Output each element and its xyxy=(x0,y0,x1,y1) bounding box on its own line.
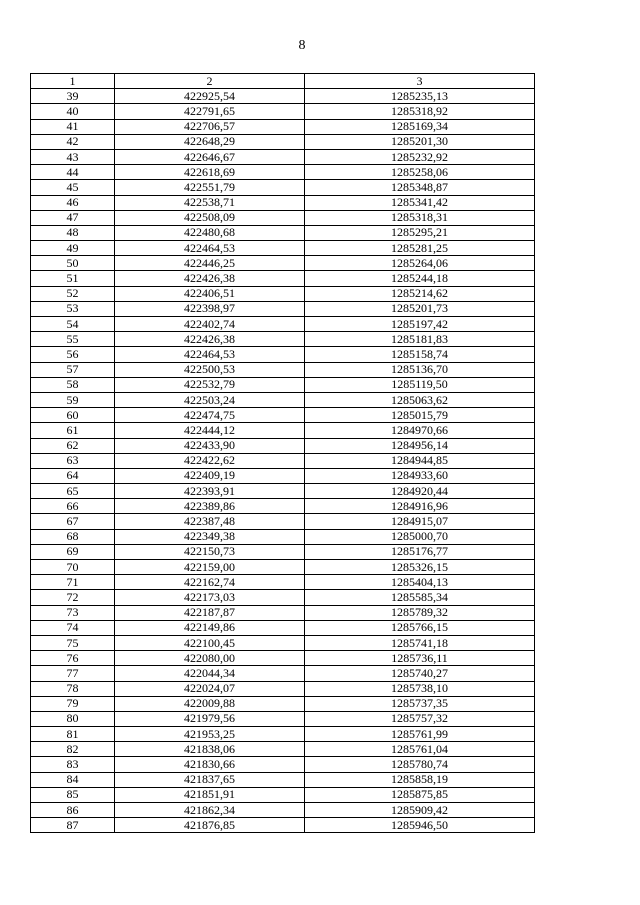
cell-y-coordinate: 1285789,32 xyxy=(305,605,535,620)
table-row xyxy=(31,590,535,605)
cell-x-coordinate: 422389,86 xyxy=(115,499,305,514)
cell-x-coordinate: 422464,53 xyxy=(115,241,305,256)
cell-point-number: 61 xyxy=(31,423,115,438)
cell-point-number: 73 xyxy=(31,605,115,620)
coordinates-table xyxy=(30,73,535,833)
cell-point-number: 56 xyxy=(31,347,115,362)
table-row xyxy=(31,134,535,149)
table-row xyxy=(31,818,535,833)
table-row xyxy=(31,362,535,377)
cell-y-coordinate: 1285181,83 xyxy=(305,332,535,347)
cell-x-coordinate: 422648,29 xyxy=(115,134,305,149)
cell-point-number: 78 xyxy=(31,681,115,696)
cell-y-coordinate: 1284916,96 xyxy=(305,499,535,514)
cell-x-coordinate: 422080,00 xyxy=(115,651,305,666)
cell-x-coordinate: 421838,06 xyxy=(115,742,305,757)
header-point-number: 1 xyxy=(31,74,115,89)
cell-point-number: 67 xyxy=(31,514,115,529)
cell-y-coordinate: 1285766,15 xyxy=(305,620,535,635)
cell-x-coordinate: 422162,74 xyxy=(115,575,305,590)
cell-point-number: 57 xyxy=(31,362,115,377)
cell-point-number: 41 xyxy=(31,119,115,134)
cell-x-coordinate: 422433,90 xyxy=(115,438,305,453)
cell-point-number: 68 xyxy=(31,529,115,544)
table-row xyxy=(31,377,535,392)
cell-point-number: 48 xyxy=(31,225,115,240)
cell-x-coordinate: 421851,91 xyxy=(115,787,305,802)
table-row xyxy=(31,210,535,225)
table-row xyxy=(31,787,535,802)
cell-x-coordinate: 422187,87 xyxy=(115,605,305,620)
cell-x-coordinate: 422618,69 xyxy=(115,165,305,180)
cell-x-coordinate: 422024,07 xyxy=(115,681,305,696)
cell-x-coordinate: 421876,85 xyxy=(115,818,305,833)
cell-x-coordinate: 422791,65 xyxy=(115,104,305,119)
cell-y-coordinate: 1285780,74 xyxy=(305,757,535,772)
cell-x-coordinate: 422149,86 xyxy=(115,620,305,635)
cell-point-number: 45 xyxy=(31,180,115,195)
table-row xyxy=(31,392,535,407)
cell-y-coordinate: 1285736,11 xyxy=(305,651,535,666)
table-row xyxy=(31,165,535,180)
cell-y-coordinate: 1285295,21 xyxy=(305,225,535,240)
cell-x-coordinate: 422646,67 xyxy=(115,149,305,164)
cell-point-number: 60 xyxy=(31,408,115,423)
header-y-coordinate: 3 xyxy=(305,74,535,89)
cell-x-coordinate: 422349,38 xyxy=(115,529,305,544)
cell-x-coordinate: 422500,53 xyxy=(115,362,305,377)
cell-point-number: 75 xyxy=(31,635,115,650)
cell-x-coordinate: 421830,66 xyxy=(115,757,305,772)
cell-y-coordinate: 1285404,13 xyxy=(305,575,535,590)
cell-x-coordinate: 421953,25 xyxy=(115,727,305,742)
cell-y-coordinate: 1285063,62 xyxy=(305,392,535,407)
table-row xyxy=(31,499,535,514)
cell-point-number: 80 xyxy=(31,711,115,726)
table-row xyxy=(31,529,535,544)
table-row xyxy=(31,317,535,332)
table-row xyxy=(31,301,535,316)
cell-y-coordinate: 1285176,77 xyxy=(305,544,535,559)
cell-point-number: 42 xyxy=(31,134,115,149)
cell-x-coordinate: 422426,38 xyxy=(115,271,305,286)
table-row xyxy=(31,225,535,240)
cell-y-coordinate: 1285000,70 xyxy=(305,529,535,544)
table-row xyxy=(31,727,535,742)
table-row xyxy=(31,104,535,119)
cell-point-number: 82 xyxy=(31,742,115,757)
cell-y-coordinate: 1285136,70 xyxy=(305,362,535,377)
cell-y-coordinate: 1285318,92 xyxy=(305,104,535,119)
cell-x-coordinate: 422538,71 xyxy=(115,195,305,210)
page-number: 8 xyxy=(298,38,306,53)
cell-point-number: 63 xyxy=(31,453,115,468)
cell-y-coordinate: 1285015,79 xyxy=(305,408,535,423)
table-row xyxy=(31,696,535,711)
cell-point-number: 50 xyxy=(31,256,115,271)
cell-point-number: 39 xyxy=(31,89,115,104)
cell-y-coordinate: 1285946,50 xyxy=(305,818,535,833)
cell-point-number: 58 xyxy=(31,377,115,392)
cell-point-number: 54 xyxy=(31,317,115,332)
cell-y-coordinate: 1285158,74 xyxy=(305,347,535,362)
cell-y-coordinate: 1285258,06 xyxy=(305,165,535,180)
cell-point-number: 43 xyxy=(31,149,115,164)
cell-x-coordinate: 422387,48 xyxy=(115,514,305,529)
cell-y-coordinate: 1285909,42 xyxy=(305,803,535,818)
table-row xyxy=(31,347,535,362)
cell-point-number: 76 xyxy=(31,651,115,666)
cell-point-number: 66 xyxy=(31,499,115,514)
cell-point-number: 52 xyxy=(31,286,115,301)
cell-x-coordinate: 422503,24 xyxy=(115,392,305,407)
table-body xyxy=(31,89,535,833)
cell-y-coordinate: 1285201,30 xyxy=(305,134,535,149)
cell-y-coordinate: 1285235,13 xyxy=(305,89,535,104)
cell-y-coordinate: 1285119,50 xyxy=(305,377,535,392)
cell-x-coordinate: 422706,57 xyxy=(115,119,305,134)
cell-x-coordinate: 422464,53 xyxy=(115,347,305,362)
cell-x-coordinate: 422925,54 xyxy=(115,89,305,104)
table-row xyxy=(31,423,535,438)
table-row xyxy=(31,180,535,195)
cell-point-number: 40 xyxy=(31,104,115,119)
table-row xyxy=(31,332,535,347)
cell-point-number: 84 xyxy=(31,772,115,787)
cell-point-number: 87 xyxy=(31,818,115,833)
cell-y-coordinate: 1285281,25 xyxy=(305,241,535,256)
table-row xyxy=(31,89,535,104)
cell-y-coordinate: 1285264,06 xyxy=(305,256,535,271)
table-row xyxy=(31,271,535,286)
cell-x-coordinate: 422474,75 xyxy=(115,408,305,423)
cell-point-number: 55 xyxy=(31,332,115,347)
cell-y-coordinate: 1285197,42 xyxy=(305,317,535,332)
cell-point-number: 64 xyxy=(31,468,115,483)
cell-x-coordinate: 422393,91 xyxy=(115,484,305,499)
cell-y-coordinate: 1284933,60 xyxy=(305,468,535,483)
table-row xyxy=(31,620,535,635)
cell-x-coordinate: 422406,51 xyxy=(115,286,305,301)
cell-x-coordinate: 422009,88 xyxy=(115,696,305,711)
cell-point-number: 70 xyxy=(31,560,115,575)
cell-x-coordinate: 422044,34 xyxy=(115,666,305,681)
cell-y-coordinate: 1285740,27 xyxy=(305,666,535,681)
table-row xyxy=(31,681,535,696)
cell-point-number: 53 xyxy=(31,301,115,316)
cell-y-coordinate: 1285757,32 xyxy=(305,711,535,726)
cell-x-coordinate: 422150,73 xyxy=(115,544,305,559)
cell-x-coordinate: 422508,09 xyxy=(115,210,305,225)
cell-y-coordinate: 1285326,15 xyxy=(305,560,535,575)
table-row xyxy=(31,256,535,271)
cell-y-coordinate: 1285169,34 xyxy=(305,119,535,134)
cell-x-coordinate: 422532,79 xyxy=(115,377,305,392)
cell-y-coordinate: 1285875,85 xyxy=(305,787,535,802)
table-row xyxy=(31,149,535,164)
cell-y-coordinate: 1285341,42 xyxy=(305,195,535,210)
table-row xyxy=(31,757,535,772)
table-row xyxy=(31,514,535,529)
cell-point-number: 44 xyxy=(31,165,115,180)
cell-x-coordinate: 422402,74 xyxy=(115,317,305,332)
table-row xyxy=(31,803,535,818)
table-row xyxy=(31,408,535,423)
cell-x-coordinate: 421837,65 xyxy=(115,772,305,787)
table-row xyxy=(31,711,535,726)
cell-y-coordinate: 1285348,87 xyxy=(305,180,535,195)
cell-y-coordinate: 1285858,19 xyxy=(305,772,535,787)
cell-y-coordinate: 1285201,73 xyxy=(305,301,535,316)
table-row xyxy=(31,651,535,666)
table-row xyxy=(31,544,535,559)
cell-x-coordinate: 422551,79 xyxy=(115,180,305,195)
cell-y-coordinate: 1285244,18 xyxy=(305,271,535,286)
table-row xyxy=(31,468,535,483)
cell-x-coordinate: 422173,03 xyxy=(115,590,305,605)
cell-point-number: 46 xyxy=(31,195,115,210)
cell-point-number: 72 xyxy=(31,590,115,605)
table-row xyxy=(31,286,535,301)
cell-x-coordinate: 422398,97 xyxy=(115,301,305,316)
cell-x-coordinate: 422446,25 xyxy=(115,256,305,271)
cell-y-coordinate: 1285585,34 xyxy=(305,590,535,605)
cell-x-coordinate: 422426,38 xyxy=(115,332,305,347)
table-row xyxy=(31,575,535,590)
cell-y-coordinate: 1285761,99 xyxy=(305,727,535,742)
cell-y-coordinate: 1285761,04 xyxy=(305,742,535,757)
table-row xyxy=(31,195,535,210)
table-row xyxy=(31,453,535,468)
cell-y-coordinate: 1285214,62 xyxy=(305,286,535,301)
table-row xyxy=(31,772,535,787)
cell-point-number: 69 xyxy=(31,544,115,559)
table-row xyxy=(31,484,535,499)
header-x-coordinate: 2 xyxy=(115,74,305,89)
table-header-row xyxy=(31,74,535,89)
cell-x-coordinate: 421979,56 xyxy=(115,711,305,726)
cell-point-number: 83 xyxy=(31,757,115,772)
cell-point-number: 59 xyxy=(31,392,115,407)
cell-point-number: 51 xyxy=(31,271,115,286)
cell-point-number: 47 xyxy=(31,210,115,225)
cell-x-coordinate: 422100,45 xyxy=(115,635,305,650)
cell-point-number: 71 xyxy=(31,575,115,590)
cell-y-coordinate: 1285741,18 xyxy=(305,635,535,650)
cell-x-coordinate: 422422,62 xyxy=(115,453,305,468)
table-row xyxy=(31,119,535,134)
cell-point-number: 49 xyxy=(31,241,115,256)
cell-y-coordinate: 1284920,44 xyxy=(305,484,535,499)
table-row xyxy=(31,438,535,453)
cell-x-coordinate: 422480,68 xyxy=(115,225,305,240)
cell-y-coordinate: 1285318,31 xyxy=(305,210,535,225)
table-row xyxy=(31,241,535,256)
cell-point-number: 77 xyxy=(31,666,115,681)
cell-x-coordinate: 421862,34 xyxy=(115,803,305,818)
cell-y-coordinate: 1284915,07 xyxy=(305,514,535,529)
cell-point-number: 74 xyxy=(31,620,115,635)
table-row xyxy=(31,666,535,681)
cell-point-number: 62 xyxy=(31,438,115,453)
cell-y-coordinate: 1285232,92 xyxy=(305,149,535,164)
table-row xyxy=(31,560,535,575)
table-row xyxy=(31,605,535,620)
table-row xyxy=(31,742,535,757)
cell-x-coordinate: 422409,19 xyxy=(115,468,305,483)
cell-y-coordinate: 1285737,35 xyxy=(305,696,535,711)
cell-y-coordinate: 1284944,85 xyxy=(305,453,535,468)
cell-point-number: 85 xyxy=(31,787,115,802)
cell-y-coordinate: 1284970,66 xyxy=(305,423,535,438)
cell-point-number: 65 xyxy=(31,484,115,499)
table-row xyxy=(31,635,535,650)
cell-x-coordinate: 422159,00 xyxy=(115,560,305,575)
cell-y-coordinate: 1285738,10 xyxy=(305,681,535,696)
cell-x-coordinate: 422444,12 xyxy=(115,423,305,438)
cell-point-number: 81 xyxy=(31,727,115,742)
cell-point-number: 79 xyxy=(31,696,115,711)
cell-point-number: 86 xyxy=(31,803,115,818)
cell-y-coordinate: 1284956,14 xyxy=(305,438,535,453)
